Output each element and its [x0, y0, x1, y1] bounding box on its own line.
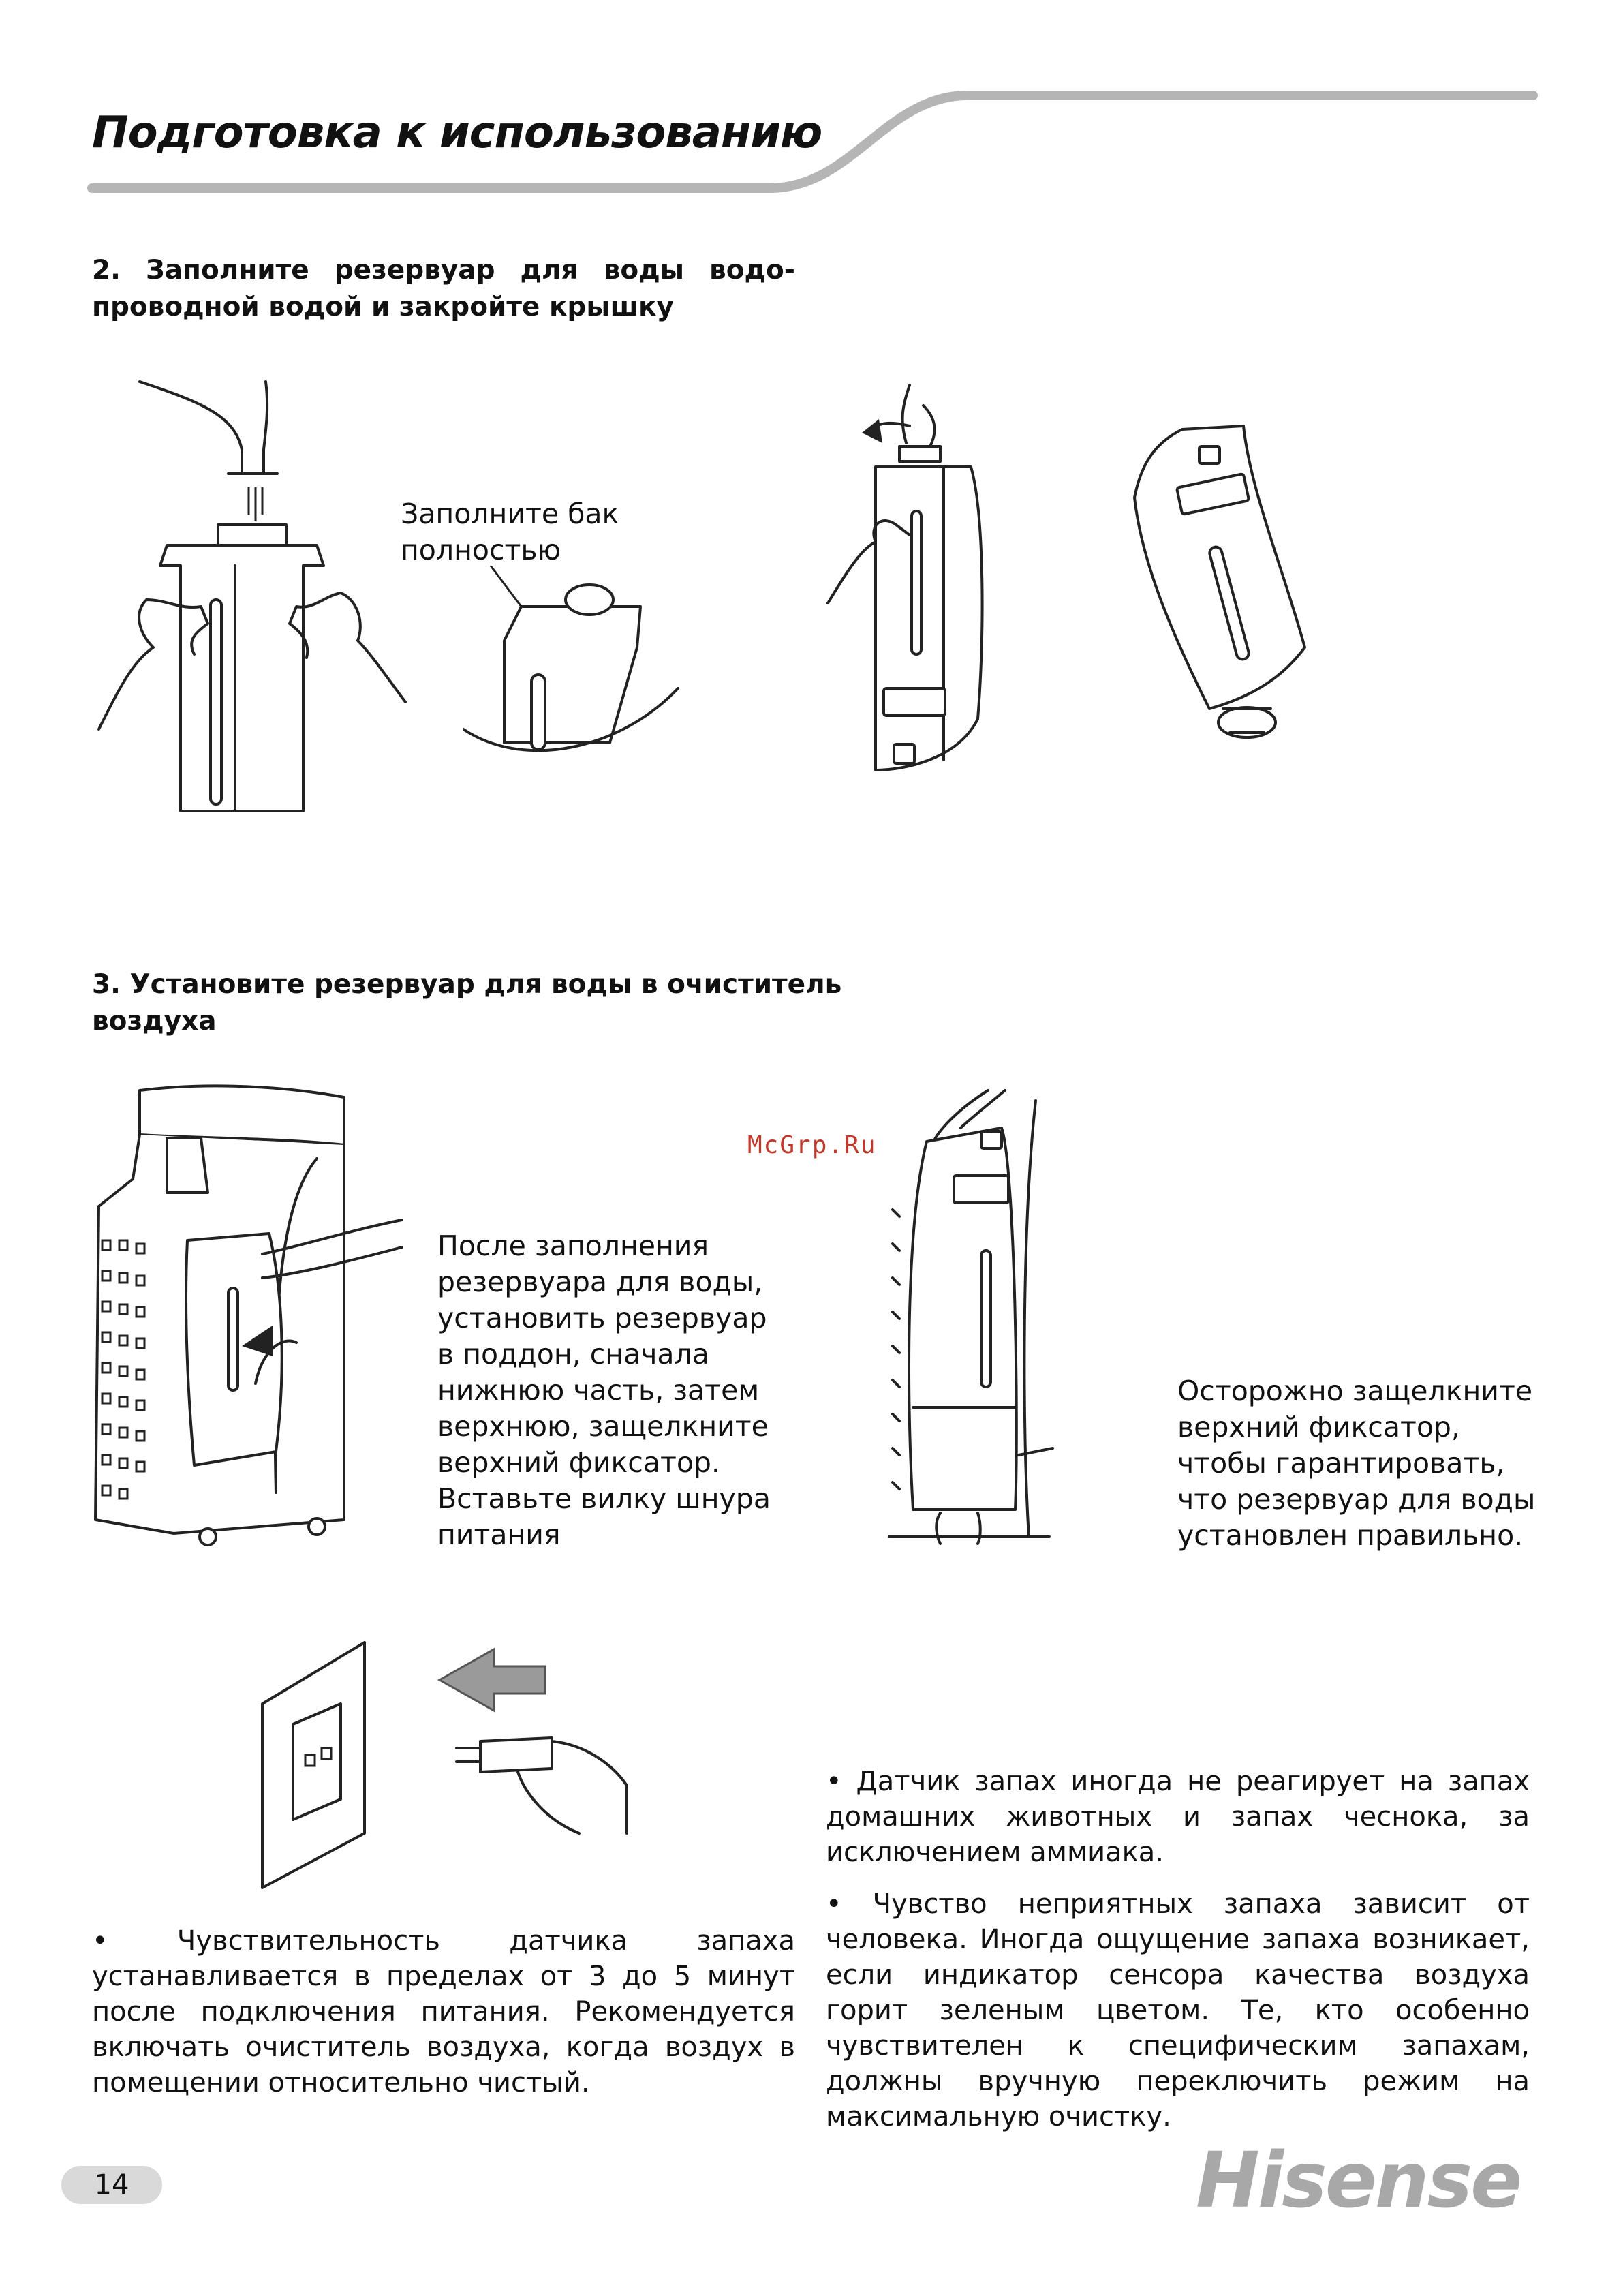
watermark: McGrp.Ru: [747, 1131, 877, 1159]
install-caption-line: питания: [437, 1518, 561, 1551]
install-caption-line: резервуара для воды,: [437, 1266, 763, 1298]
fill-callout-line1: Заполните бак: [401, 498, 619, 530]
install-caption-line: в поддон, сначала: [437, 1338, 709, 1371]
latch-caption-line: что резервуар для воды: [1177, 1483, 1536, 1516]
section-3-heading-line2: воздуха: [92, 1006, 217, 1037]
install-caption-line: Вставьте вилку шнура: [437, 1482, 771, 1515]
fill-callout-line2: полностью: [401, 534, 561, 566]
install-caption-line: После заполнения: [437, 1229, 709, 1262]
section-3-heading: [92, 966, 841, 1040]
plug-in-illustration: [259, 1629, 654, 1901]
install-caption-line: верхнюю, защелкните: [437, 1410, 769, 1443]
latch-caption-line: установлен правильно.: [1177, 1519, 1524, 1552]
full-tank-closeup: [463, 566, 688, 756]
note-pets-garlic: • Датчик запах иногда не реагирует на запах домашних животных и запах чеснока, за исключением аммиака.: [826, 1766, 1530, 1868]
section-2-heading-line2: проводной водой и закройте крышку: [92, 292, 674, 322]
install-caption-line: нижнюю часть, затем: [437, 1374, 760, 1407]
power-outlet-icon: [262, 1642, 365, 1888]
arrow-left-icon: [439, 1649, 545, 1711]
tilted-tank-illustration: [1128, 423, 1322, 743]
section-2-heading-line1: 2. Заполните резервуар для воды водо-: [92, 255, 795, 286]
section-3-heading-line1: 3. Установите резервуар для воды в очиститель: [92, 969, 842, 1000]
note-sensitivity: • Чувствительность датчика запаха устанавливается в пределах от 3 до 5 минут после подключения питания. Рекомендуется включать очиститель воздуха, когда воздух в помещении относительно чистый.: [92, 1925, 795, 2098]
fill-callout: [401, 496, 619, 568]
latch-caption-line: верхний фиксатор,: [1177, 1411, 1460, 1443]
brand-logo: Hisense: [1196, 2137, 1521, 2225]
header-curve: [0, 0, 1623, 204]
page-number: 14: [61, 2166, 162, 2204]
plug-icon: [457, 1738, 627, 1833]
install-caption-line: верхний фиксатор.: [437, 1446, 720, 1479]
purifier-install-illustration: [92, 1084, 412, 1547]
note-unpleasant-smell: • Чувство неприятных запаха зависит от человека. Иногда ощущение запаха возникает, если индикатор сенсора качества воздуха горит зеленым цветом. Те, кто особенно чувствителен к специфическим запахам, должны вручную переключить режим на максимальную очистку.: [826, 1888, 1530, 2132]
fill-tank-illustration: [92, 375, 412, 818]
latch-caption: [1177, 1373, 1535, 1554]
page-title: Подготовка к использованию: [92, 108, 822, 158]
installed-tank-illustration: [886, 1087, 1070, 1550]
close-lid-illustration: [821, 378, 998, 780]
section-2-heading: [92, 252, 795, 326]
install-caption-line: установить резервуар: [437, 1302, 767, 1334]
latch-caption-line: Осторожно защелкните: [1177, 1375, 1533, 1407]
faucet-icon: [140, 382, 277, 521]
install-caption: [437, 1228, 771, 1553]
latch-caption-line: чтобы гарантировать,: [1177, 1447, 1505, 1480]
